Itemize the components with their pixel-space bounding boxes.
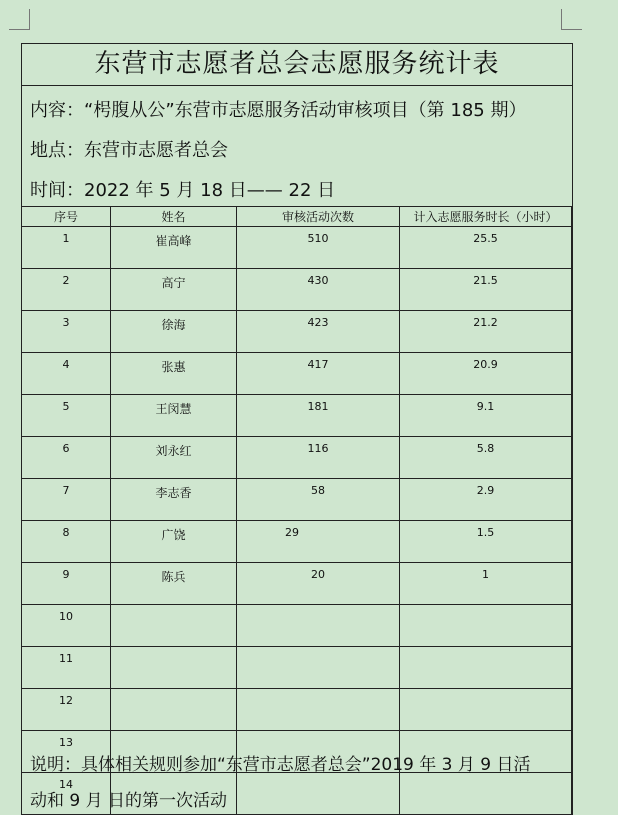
cell-name[interactable]: 刘永红 xyxy=(111,437,237,479)
cell-review-count[interactable] xyxy=(237,773,400,815)
cell-service-hours[interactable]: 20.9 xyxy=(400,353,572,395)
cell-name[interactable]: 徐海 xyxy=(111,311,237,353)
cell-index[interactable]: 10 xyxy=(22,605,111,647)
cell-service-hours[interactable]: 1 xyxy=(400,563,572,605)
header-index: 序号 xyxy=(22,207,111,227)
table-row xyxy=(22,311,572,353)
table-row xyxy=(22,479,572,521)
cell-index[interactable]: 13 xyxy=(22,731,111,773)
table-row xyxy=(22,227,572,269)
cell-service-hours[interactable] xyxy=(400,773,572,815)
cell-name[interactable] xyxy=(111,689,237,731)
info-block xyxy=(22,86,572,206)
table-row xyxy=(22,605,572,647)
table-row xyxy=(22,647,572,689)
cell-name[interactable]: 崔高峰 xyxy=(111,227,237,269)
cell-review-count[interactable]: 423 xyxy=(237,311,400,353)
cell-review-count[interactable] xyxy=(237,647,400,689)
cell-name[interactable]: 张惠 xyxy=(111,353,237,395)
note-line-2: 动和 9 月 日的第一次活动 xyxy=(30,791,228,811)
cell-index[interactable]: 6 xyxy=(22,437,111,479)
cell-index[interactable]: 3 xyxy=(22,311,111,353)
cell-service-hours[interactable] xyxy=(400,647,572,689)
cell-service-hours[interactable] xyxy=(400,689,572,731)
cell-review-count[interactable]: 116 xyxy=(237,437,400,479)
cell-review-count[interactable]: 58 xyxy=(237,479,400,521)
cell-index[interactable]: 11 xyxy=(22,647,111,689)
cell-review-count[interactable]: 510 xyxy=(237,227,400,269)
cell-index[interactable]: 1 xyxy=(22,227,111,269)
document-title: 东营市志愿者总会志愿服务统计表 xyxy=(22,44,572,86)
cell-review-count[interactable]: 20 xyxy=(237,563,400,605)
table-row xyxy=(22,521,572,563)
page-corner-mark-top-right xyxy=(561,9,582,30)
cell-review-count[interactable] xyxy=(237,689,400,731)
note-line-1: 说明：具体相关规则参加“东营市志愿者总会”2019 年 3 月 9 日活 xyxy=(30,755,531,775)
cell-index[interactable]: 14 xyxy=(22,773,111,815)
cell-review-count[interactable] xyxy=(237,605,400,647)
cell-name[interactable]: 广饶 xyxy=(111,521,237,563)
table-row xyxy=(22,563,572,605)
cell-name[interactable]: 陈兵 xyxy=(111,563,237,605)
cell-service-hours[interactable]: 21.5 xyxy=(400,269,572,311)
cell-service-hours[interactable]: 21.2 xyxy=(400,311,572,353)
cell-review-count[interactable]: 417 xyxy=(237,353,400,395)
cell-index[interactable]: 12 xyxy=(22,689,111,731)
cell-name[interactable]: 高宁 xyxy=(111,269,237,311)
table-row xyxy=(22,353,572,395)
cell-index[interactable]: 7 xyxy=(22,479,111,521)
cell-index[interactable]: 5 xyxy=(22,395,111,437)
cell-service-hours[interactable]: 5.8 xyxy=(400,437,572,479)
time-line: 时间：2022 年 5 月 18 日—— 22 日 xyxy=(30,180,336,201)
cell-name[interactable] xyxy=(111,647,237,689)
table-row xyxy=(22,269,572,311)
cell-index[interactable]: 2 xyxy=(22,269,111,311)
cell-review-count[interactable]: 29 xyxy=(237,521,400,563)
header-review-count: 审核活动次数 xyxy=(237,207,400,227)
cell-index[interactable]: 4 xyxy=(22,353,111,395)
page-corner-mark-top-left xyxy=(9,9,30,30)
cell-review-count[interactable]: 181 xyxy=(237,395,400,437)
table-header-row xyxy=(22,207,572,227)
cell-service-hours[interactable]: 1.5 xyxy=(400,521,572,563)
cell-name[interactable]: 李志香 xyxy=(111,479,237,521)
content-line: 内容：“枵腹从公”东营市志愿服务活动审核项目（第 185 期） xyxy=(30,100,527,121)
cell-service-hours[interactable] xyxy=(400,605,572,647)
cell-review-count[interactable]: 430 xyxy=(237,269,400,311)
cell-name[interactable]: 王闵慧 xyxy=(111,395,237,437)
statistics-table xyxy=(21,206,572,815)
cell-service-hours[interactable]: 25.5 xyxy=(400,227,572,269)
cell-index[interactable]: 8 xyxy=(22,521,111,563)
cell-name[interactable] xyxy=(111,605,237,647)
location-line: 地点：东营市志愿者总会 xyxy=(30,140,228,161)
table-row xyxy=(22,689,572,731)
cell-service-hours[interactable]: 9.1 xyxy=(400,395,572,437)
table-row xyxy=(22,437,572,479)
header-service-hours: 计入志愿服务时长（小时） xyxy=(400,207,572,227)
cell-index[interactable]: 9 xyxy=(22,563,111,605)
table-row xyxy=(22,395,572,437)
cell-service-hours[interactable]: 2.9 xyxy=(400,479,572,521)
statistics-document xyxy=(21,43,573,815)
header-name: 姓名 xyxy=(111,207,237,227)
